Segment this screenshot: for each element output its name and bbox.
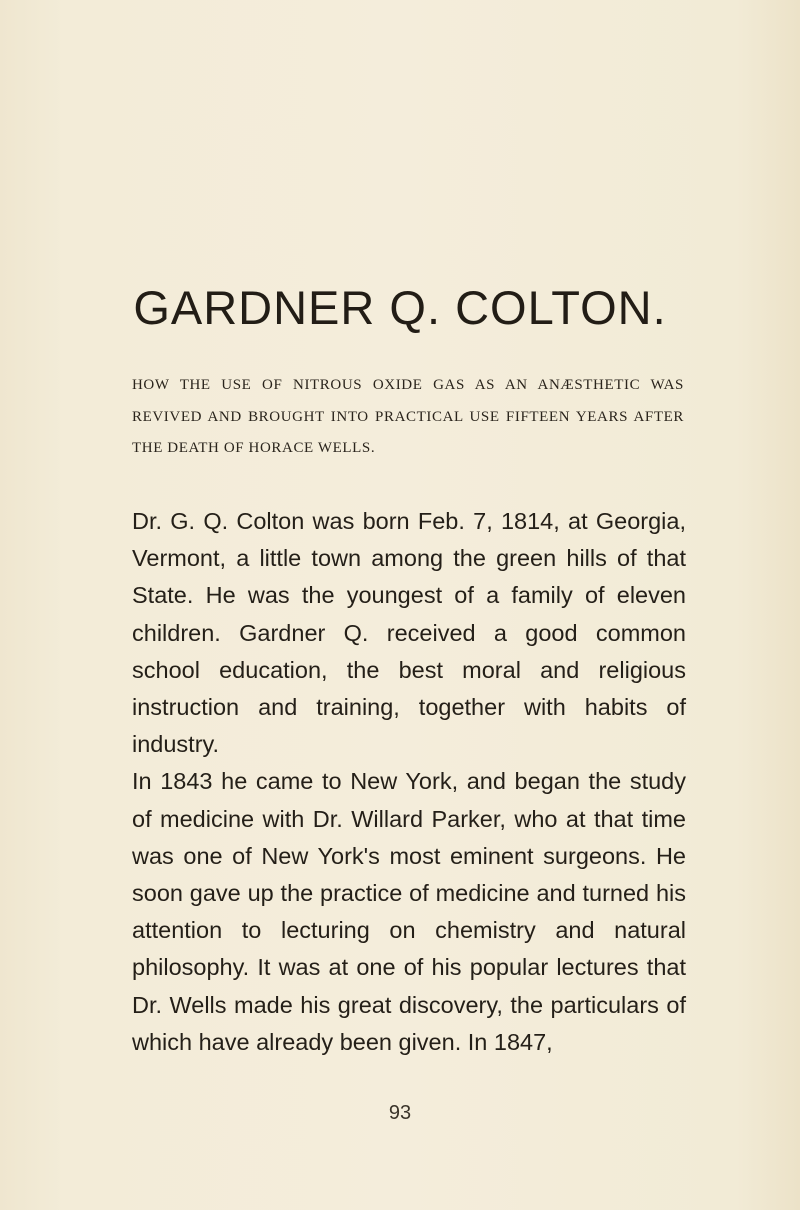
paragraph-1: Dr. G. Q. Colton was born Feb. 7, 1814, at Georgia, Vermont, a little town among the green hills of that State. He was the youngest of a family of eleven children. Gardner Q. received a good common school education, the best moral and religious instruction and training, together with habits of industry. — [132, 508, 686, 758]
page-number: 93 — [388, 1102, 412, 1124]
chapter-subheading: HOW THE USE OF NITROUS OXIDE GAS AS AN ANÆSTHETIC WAS REVIVED AND BROUGHT INTO PRACTICAL USE FIFTEEN YEARS AFTER THE DEATH OF HORACE WELLS. — [132, 377, 684, 456]
body-text — [132, 503, 686, 1061]
chapter-title: GARDNER Q. COLTON. — [133, 281, 667, 334]
paragraph-2: In 1843 he came to New York, and began the study of medicine with Dr. Willard Parker, who at that time was one of New York's most eminent surgeons. He soon gave up the practice of medicine and turned his attention to lecturing on chemistry and natural philosophy. It was at one of his popular lectures that Dr. Wells made his great discovery, the particulars of which have already been given. In 1847, — [132, 768, 686, 1055]
